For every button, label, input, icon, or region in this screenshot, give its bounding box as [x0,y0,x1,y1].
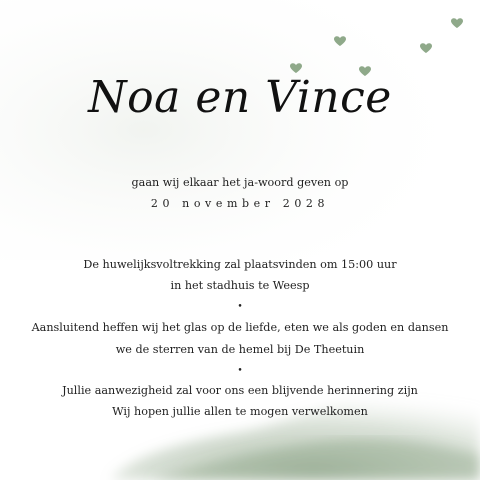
closing-line-2: Wij hopen jullie allen te mogen verwelkomen [112,405,368,418]
reception-line-1: Aansluitend heffen wij het glas op de liefde, eten we als goden en dansen [31,321,449,334]
wedding-date: 20 november 2028 [150,197,330,210]
closing-line-1: Jullie aanwezigheid zal voor ons een blijvende herinnering zijn [62,384,418,397]
intro-text: gaan wij elkaar het ja-woord geven op [131,176,349,189]
ceremony-line-1: De huwelijksvoltrekking zal plaatsvinden om 15:00 uur [83,258,397,271]
separator-dot: • [237,366,243,376]
couple-names-title: Noa en Vince [88,72,392,123]
separator-dot: • [237,302,243,312]
heart-icon [451,18,463,28]
heart-icon [420,43,432,53]
ceremony-line-2: in het stadhuis te Weesp [170,279,310,292]
reception-line-2: we de sterren van de hemel bij De Theetuin [115,343,365,356]
heart-icon [334,36,346,46]
